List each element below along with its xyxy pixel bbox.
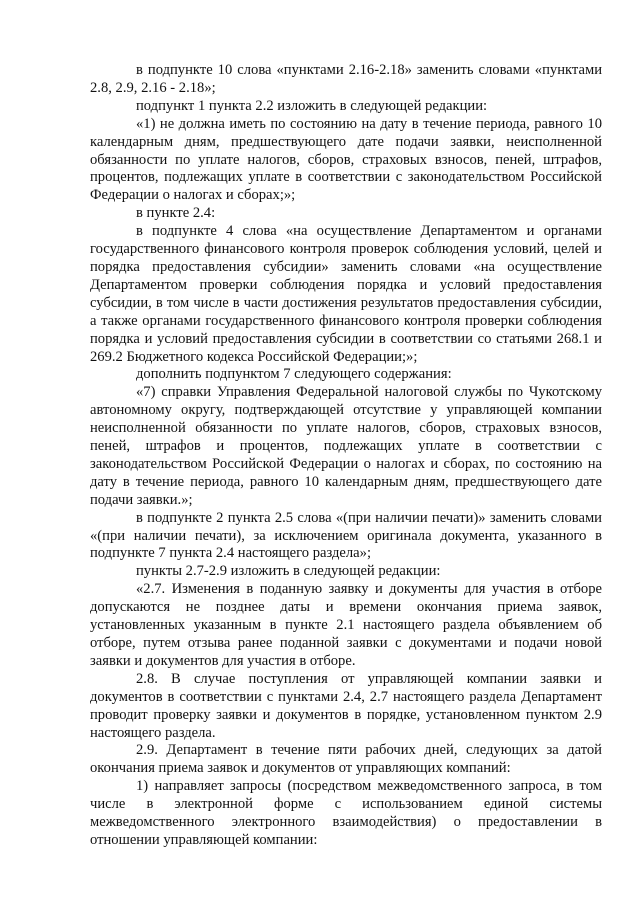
paragraph-11: 2.8. В случае поступления от управляющей компании заявки и документов в соответствии с пунктами 2.4, 2.7 настоящего раздела Департамент проводит проверку заявки и документов в порядке, установленном пунктом 2.9 настоящего раздела. bbox=[90, 670, 602, 741]
paragraph-12: 2.9. Департамент в течение пяти рабочих дней, следующих за датой окончания приема заявок и документов от управляющих компаний: bbox=[90, 742, 602, 777]
paragraph-2: подпункт 1 пункта 2.2 изложить в следующей редакции: bbox=[136, 97, 488, 114]
paragraph-10: «2.7. Изменения в поданную заявку и документы для участия в отборе допускаются не позднее даты и времени окончания приема заявок, установленных указанным в пункте 2.1 настоящего раздела объявлением об отборе, путем отзыва ранее поданной заявки с документами и подачи новой заявки и документов для участия в отборе. bbox=[90, 581, 602, 669]
paragraph-6: дополнить подпунктом 7 следующего содержания: bbox=[136, 366, 452, 383]
paragraph-13: 1) направляет запросы (посредством межведомственного запроса, в том числе в электронной форме с использованием единой системы межведомственного электронного взаимодействия) о предоставлении в отношении управляющей компании: bbox=[90, 778, 602, 848]
document-page bbox=[90, 62, 602, 850]
paragraph-3: «1) не должна иметь по состоянию на дату в течение периода, равного 10 календарным дням, предшествующего дате подачи заявки, неисполненной обязанности по уплате налогов, сборов, страховых взносов, пеней, штрафов, процентов, подлежащих уплате в соответствии с законодательством Российской Федерации о налогах и сборах;»; bbox=[90, 115, 602, 204]
paragraph-8: в подпункте 2 пункта 2.5 слова «(при наличии печати)» заменить словами «(при наличии печати), за исключением оригинала документа, указанного в подпункте 7 пункта 2.4 настоящего раздела»; bbox=[90, 509, 602, 562]
paragraph-4: в пункте 2.4: bbox=[136, 205, 216, 222]
paragraph-7: «7) справки Управления Федеральной налоговой службы по Чукотскому автономному округу, подтверждающей отсутствие у управляющей компании неисполненной обязанности по уплате налогов, сборов, страховых взносов, пеней, штрафов и процентов, подлежащих уплате в соответствии с законодательством Российской Федерации о налогах и сборах, по состоянию на дату в течение периода, равного 10 календарным дням, предшествующего дате подачи заявки.»; bbox=[90, 384, 602, 508]
paragraph-9: пункты 2.7-2.9 изложить в следующей редакции: bbox=[136, 563, 441, 580]
paragraph-1: в подпункте 10 слова «пунктами 2.16-2.18» заменить словами «пунктами 2.8, 2.9, 2.16 - 2.18»; bbox=[90, 62, 602, 96]
paragraph-5: в подпункте 4 слова «на осуществление Департаментом и органами государственного финансового контроля проверок соблюдения условий, целей и порядка предоставления субсидии» заменить словами «на осуществление Департаментом проверки соблюдения порядка и условий предоставления субсидии, в том числе в части достижения результатов предоставления субсидии, а также органами государственного финансового контроля проверки соблюдения порядка и условий предоставления субсидии в соответствии со статьями 268.1 и 269.2 Бюджетного кодекса Российской Федерации;»; bbox=[90, 223, 602, 365]
